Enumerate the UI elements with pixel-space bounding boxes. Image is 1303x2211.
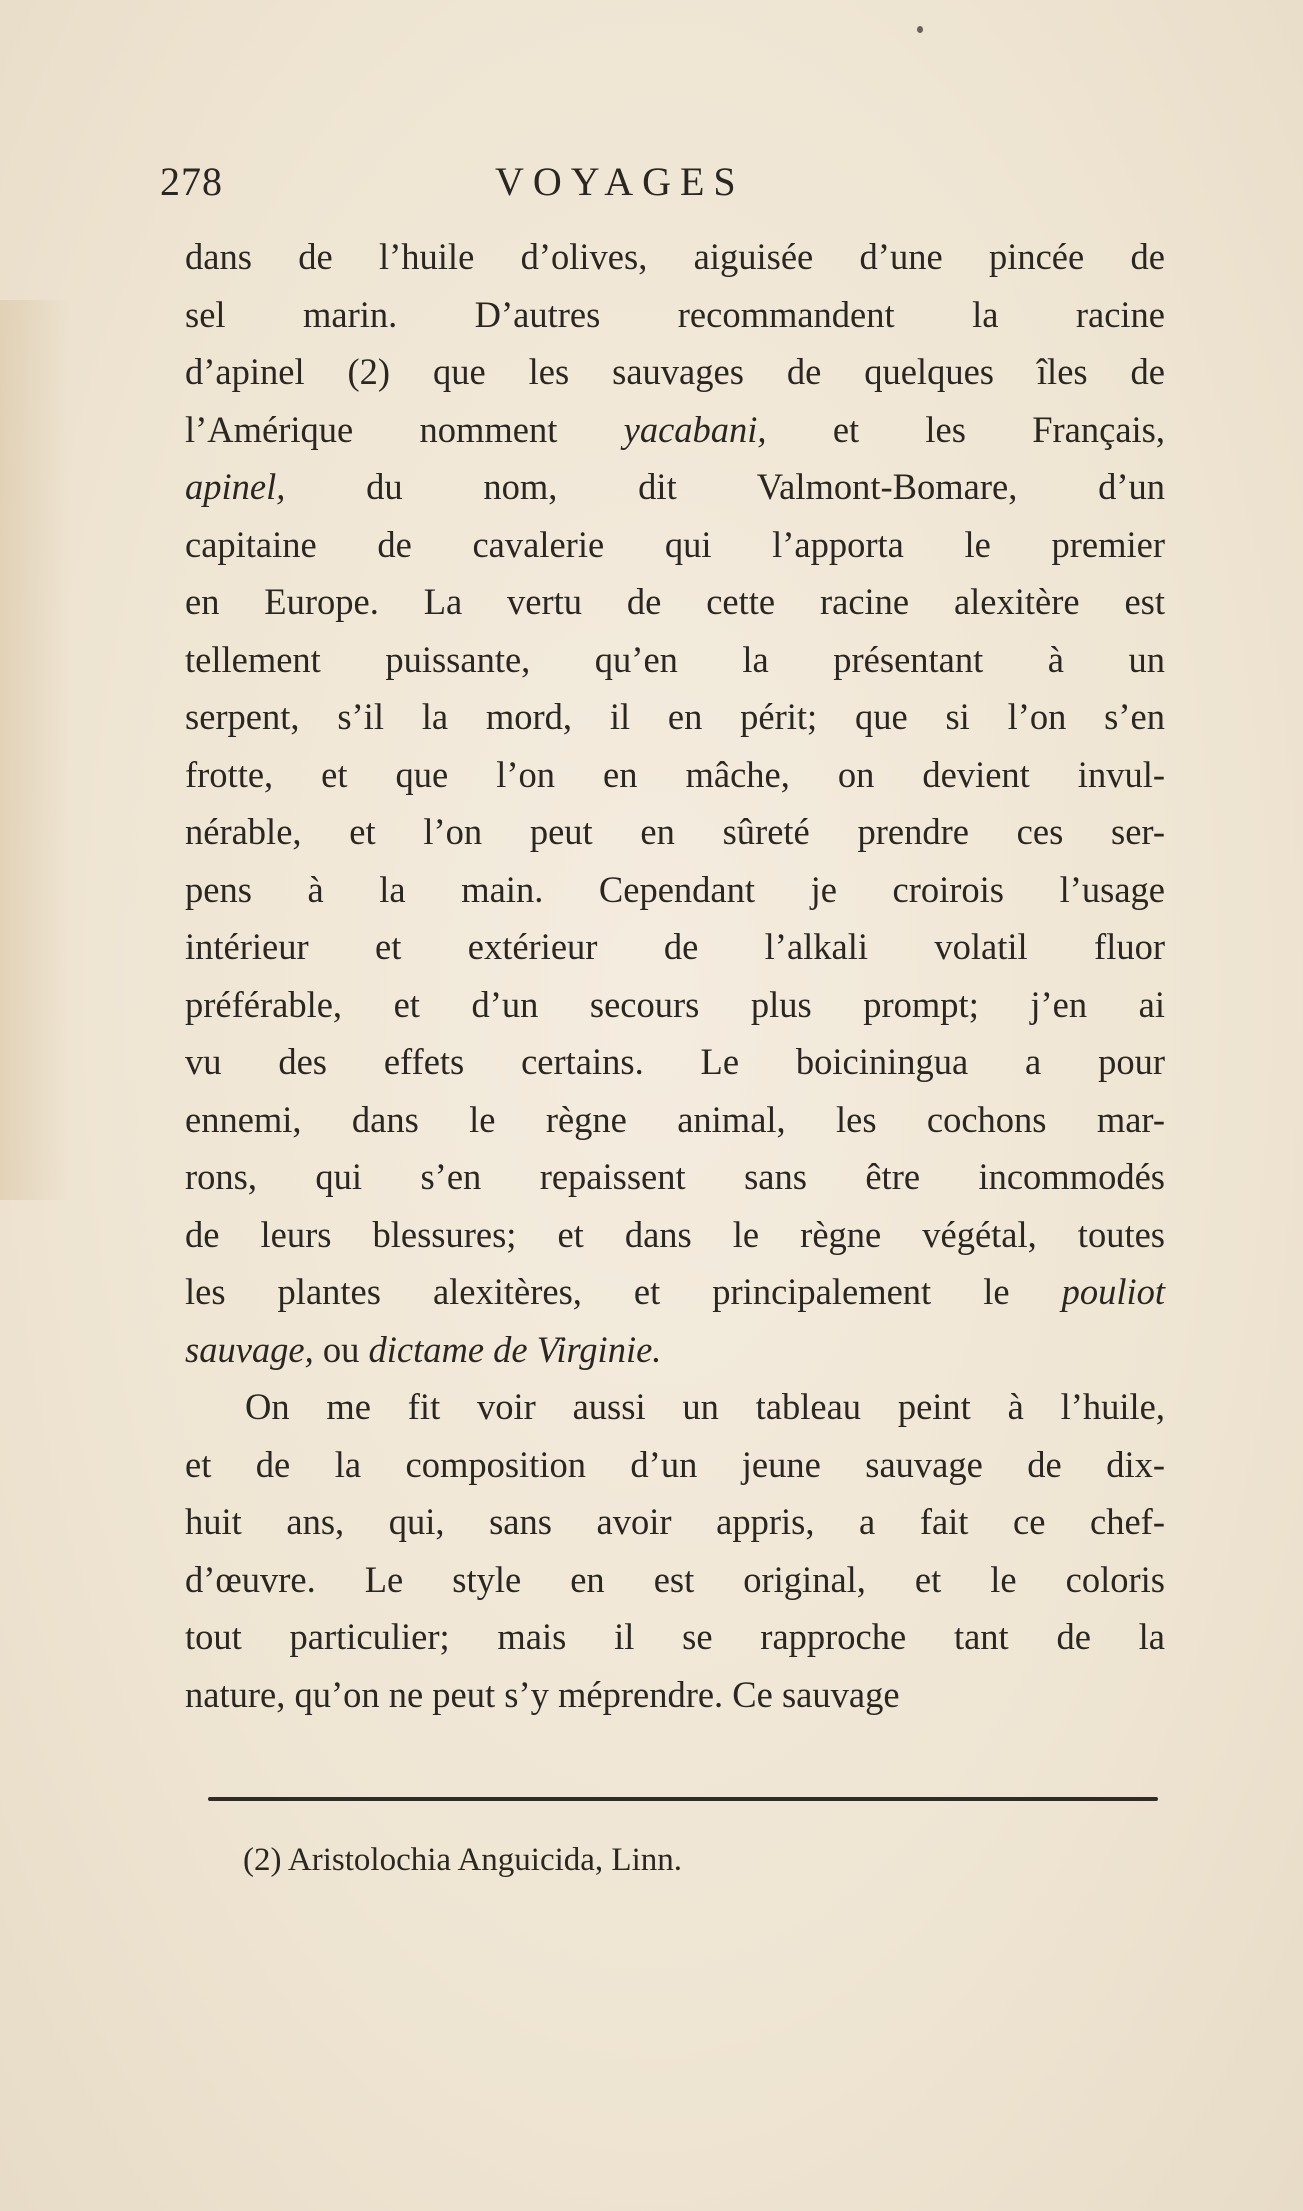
text-line bbox=[185, 573, 1165, 631]
text-line bbox=[185, 1033, 1165, 1091]
text-line bbox=[185, 343, 1165, 401]
text-line bbox=[185, 688, 1165, 746]
text-line bbox=[185, 1091, 1165, 1149]
text-span: dans de l’huile d’olives, aiguisée d’une pincée de bbox=[185, 236, 1165, 277]
text-line bbox=[185, 631, 1165, 689]
text-span: tellement puissante, qu’en la présentant à un bbox=[185, 638, 1165, 680]
page-number: 278 bbox=[160, 159, 223, 204]
text-span: capitaine de cavalerie qui l’apporta le premier bbox=[185, 523, 1165, 565]
text-span: et les Français, bbox=[766, 408, 1165, 450]
text-span: tout particulier; mais il se rapproche tant de la bbox=[185, 1616, 1165, 1657]
text-span: sel marin. D’autres recommandent la racine bbox=[185, 293, 1165, 335]
text-span: d’apinel (2) que les sauvages de quelques îles de bbox=[185, 351, 1165, 392]
italic-text: sauvage, bbox=[185, 1328, 314, 1370]
text-span: en Europe. La vertu de cette racine alexitère est bbox=[185, 581, 1165, 622]
text-span: pens à la main. Cependant je croirois l’usage bbox=[185, 868, 1165, 910]
text-line bbox=[185, 286, 1165, 344]
text-span: frotte, et que l’on en mâche, on devient invul- bbox=[185, 753, 1165, 795]
italic-text: apinel, bbox=[185, 466, 286, 507]
text-line bbox=[185, 1493, 1165, 1551]
text-span: On me fit voir aussi un tableau peint à l’huile, bbox=[245, 1386, 1165, 1427]
text-span: du nom, dit Valmont-Bomare, d’un bbox=[285, 466, 1165, 507]
text-line bbox=[185, 458, 1165, 516]
text-line bbox=[185, 228, 1165, 286]
text-line bbox=[185, 1148, 1165, 1206]
footnote: (2) Aristolochia Anguicida, Linn. bbox=[243, 1842, 683, 1878]
paper-stain bbox=[0, 300, 70, 1200]
text-line bbox=[185, 861, 1165, 919]
page-header bbox=[160, 158, 1160, 218]
text-span: l’Amérique nomment bbox=[185, 408, 624, 450]
ink-speck bbox=[917, 26, 923, 33]
text-line bbox=[185, 976, 1165, 1034]
text-line bbox=[185, 1608, 1165, 1666]
text-line bbox=[185, 803, 1165, 861]
italic-text: dictame de Virginie. bbox=[368, 1328, 662, 1370]
italic-text: yacabani, bbox=[623, 408, 767, 450]
text-span: préférable, et d’un secours plus prompt; j’en ai bbox=[185, 983, 1165, 1025]
text-line bbox=[185, 516, 1165, 574]
text-span: ennemi, dans le règne animal, les cochons mar- bbox=[185, 1098, 1165, 1140]
text-span: vu des effets certains. Le boiciningua a pour bbox=[185, 1041, 1165, 1082]
text-line bbox=[185, 918, 1165, 976]
text-span: serpent, s’il la mord, il en périt; que si l’on s’en bbox=[185, 696, 1165, 737]
running-title: VOYAGES bbox=[495, 159, 745, 204]
text-line bbox=[185, 746, 1165, 804]
text-line bbox=[185, 1321, 1165, 1379]
text-line bbox=[185, 1436, 1165, 1494]
text-line bbox=[185, 1666, 1165, 1724]
text-span: intérieur et extérieur de l’alkali volatil fluor bbox=[185, 926, 1165, 967]
text-span: nérable, et l’on peut en sûreté prendre ces ser- bbox=[185, 811, 1165, 852]
text-line bbox=[185, 1378, 1165, 1436]
footnote-rule bbox=[208, 1797, 1158, 1801]
text-line bbox=[185, 1263, 1165, 1321]
body-text bbox=[185, 228, 1165, 1723]
text-span: huit ans, qui, sans avoir appris, a fait ce chef- bbox=[185, 1501, 1165, 1542]
italic-text: pouliot bbox=[1061, 1271, 1165, 1312]
text-line bbox=[185, 1551, 1165, 1609]
text-span: de leurs blessures; et dans le règne végétal, toutes bbox=[185, 1213, 1165, 1255]
text-span: rons, qui s’en repaissent sans être incommodés bbox=[185, 1156, 1165, 1197]
text-span: nature, qu’on ne peut s’y méprendre. Ce sauvage bbox=[185, 1673, 900, 1715]
text-span: et de la composition d’un jeune sauvage de dix- bbox=[185, 1443, 1165, 1485]
text-span: d’œuvre. Le style en est original, et le coloris bbox=[185, 1558, 1165, 1600]
text-line bbox=[185, 1206, 1165, 1264]
text-span: les plantes alexitères, et principalement le bbox=[185, 1271, 1062, 1312]
text-line bbox=[185, 401, 1165, 459]
text-span: ou bbox=[313, 1328, 369, 1370]
